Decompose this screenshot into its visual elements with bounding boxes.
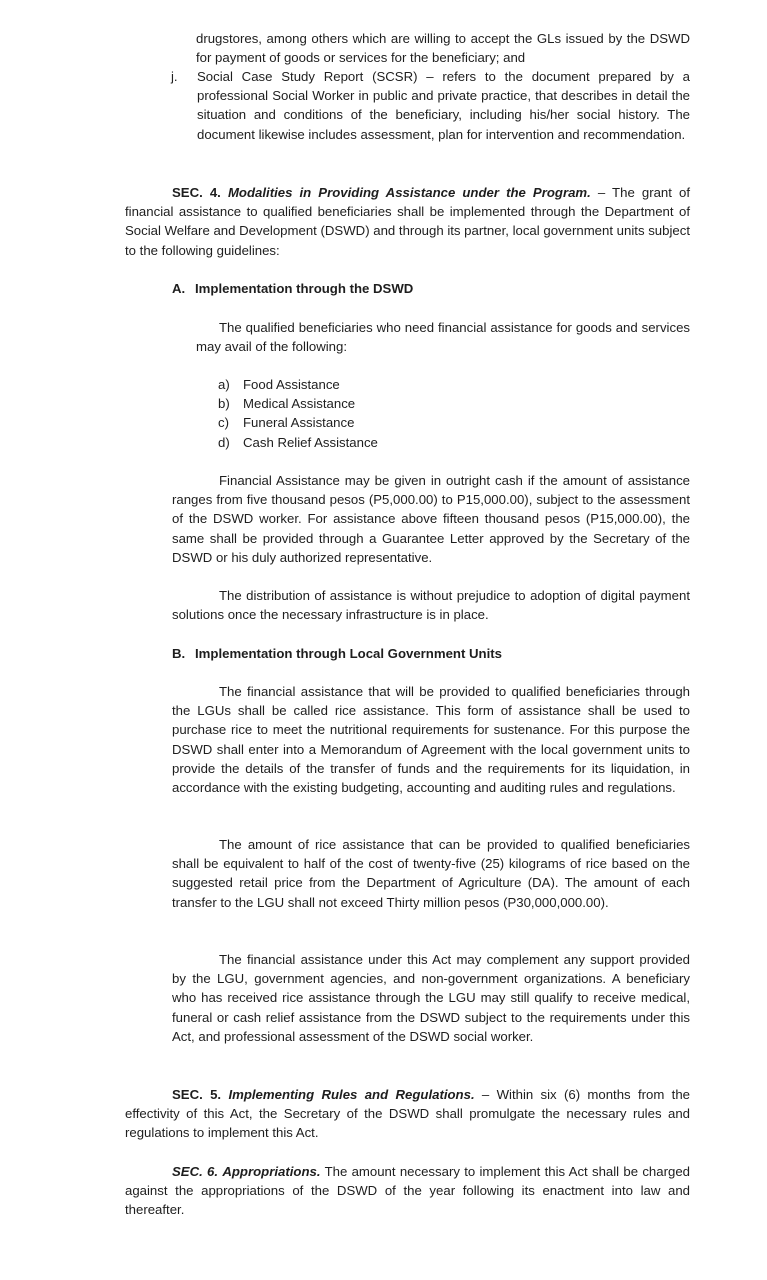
part-b-amount-paragraph: The amount of rice assistance that can be provided to qualified beneficiaries shall be equivalent to half of the cost of twenty-five (25) kilograms of rice based on the suggested retail price from the Department of Agriculture (DA). The amount of each transfer to the LGU shall not exceed Thirty million pesos (P30,000,000.00).: [172, 837, 690, 910]
section-4-label: SEC. 4.: [172, 185, 221, 200]
list-item-medical: [218, 394, 378, 413]
definition-i-continuation: drugstores, among others which are willing to accept the GLs issued by the DSWD for payment of goods or services for the beneficiary; and: [196, 31, 690, 66]
list-marker: d): [218, 434, 230, 450]
list-label: Funeral Assistance: [243, 415, 355, 431]
part-a-cash-paragraph: Financial Assistance may be given in outright cash if the amount of assistance ranges from five thousand pesos (P5,000.00) to P15,000.00), subject to the assessment of the DSWD worker. For assistance above fifteen thousand pesos (P15,000.00), the same shall be provided through a Guarantee Letter approved by the Secretary of the DSWD or his duly authorized representative.: [172, 473, 690, 565]
section-6-title: Appropriations.: [222, 1164, 321, 1179]
section-4-title: Modalities in Providing Assistance under the Program.: [227, 185, 591, 200]
part-b-heading: [172, 644, 502, 663]
definition-j: [171, 67, 690, 144]
list-label: Medical Assistance: [243, 396, 356, 412]
section-5: [125, 1085, 690, 1143]
section-4-body: – The grant of financial assistance to qualified beneficiaries shall be implemented through the Department of Social Welfare and Development (DSWD) and through its partner, local government units subject to the following guidelines:: [125, 185, 690, 258]
part-b-marker: B.: [172, 646, 186, 661]
part-b-rice-paragraph: The financial assistance that will be provided to qualified beneficiaries through the LGUs shall be called rice assistance. This form of assistance shall be used to purchase rice to meet the nutritional requirements for sustenance. For this purpose the DSWD shall enter into a Memorandum of Agreement with the local government units to provide the details of the transfer of funds and the requirements for its liquidation, in accordance with the existing budgeting, accounting and auditing rules and regulations.: [172, 684, 690, 796]
section-6: [125, 1162, 690, 1220]
section-5-label: SEC. 5.: [172, 1087, 222, 1102]
list-marker: a): [218, 377, 230, 392]
section-5-title: Implementing Rules and Regulations.: [228, 1087, 475, 1102]
definition-j-text: Social Case Study Report (SCSR) – refers to the document prepared by a professional Social Worker in public and private practice, that describes in detail the situation and conditions of the beneficiary, including his/her social history. The document likewise includes assessment, plan for intervention and recommendation.: [197, 69, 690, 142]
section-6-label: SEC. 6.: [172, 1164, 219, 1179]
part-a-marker: A.: [172, 281, 186, 296]
definition-j-marker: j.: [171, 69, 178, 84]
list-item-cash-relief: [218, 433, 378, 452]
part-a-intro: The qualified beneficiaries who need financial assistance for goods and services may avail of the following:: [196, 320, 690, 355]
part-a-title: Implementation through the DSWD: [195, 281, 414, 296]
part-a-heading: [172, 279, 413, 298]
list-marker: c): [218, 415, 229, 431]
part-a-digital-paragraph: The distribution of assistance is without prejudice to adoption of digital payment solutions once the necessary infrastructure is in place.: [172, 588, 690, 623]
list-marker: b): [218, 396, 230, 412]
list-label: Food Assistance: [243, 377, 340, 392]
part-b-title: Implementation through Local Government Units: [195, 646, 502, 661]
section-4: [125, 183, 690, 260]
list-item-funeral: [218, 413, 378, 432]
section-5-body: – Within six (6) months from the effectivity of this Act, the Secretary of the DSWD shall promulgate the necessary rules and regulations to implement this Act.: [125, 1087, 690, 1141]
part-b-complement-paragraph: The financial assistance under this Act may complement any support provided by the LGU, government agencies, and non-government organizations. A beneficiary who has received rice assistance through the LGU may still qualify to receive medical, funeral or cash relief assistance from the DSWD subject to the requirements under this Act, and professional assessment of the DSWD social worker.: [172, 952, 690, 1044]
assistance-types-list: [218, 375, 378, 452]
section-6-body: The amount necessary to implement this Act shall be charged against the appropriations of the DSWD of the year following its enactment into law and thereafter.: [125, 1164, 690, 1218]
list-item-food: [218, 375, 378, 394]
list-label: Cash Relief Assistance: [243, 434, 378, 450]
